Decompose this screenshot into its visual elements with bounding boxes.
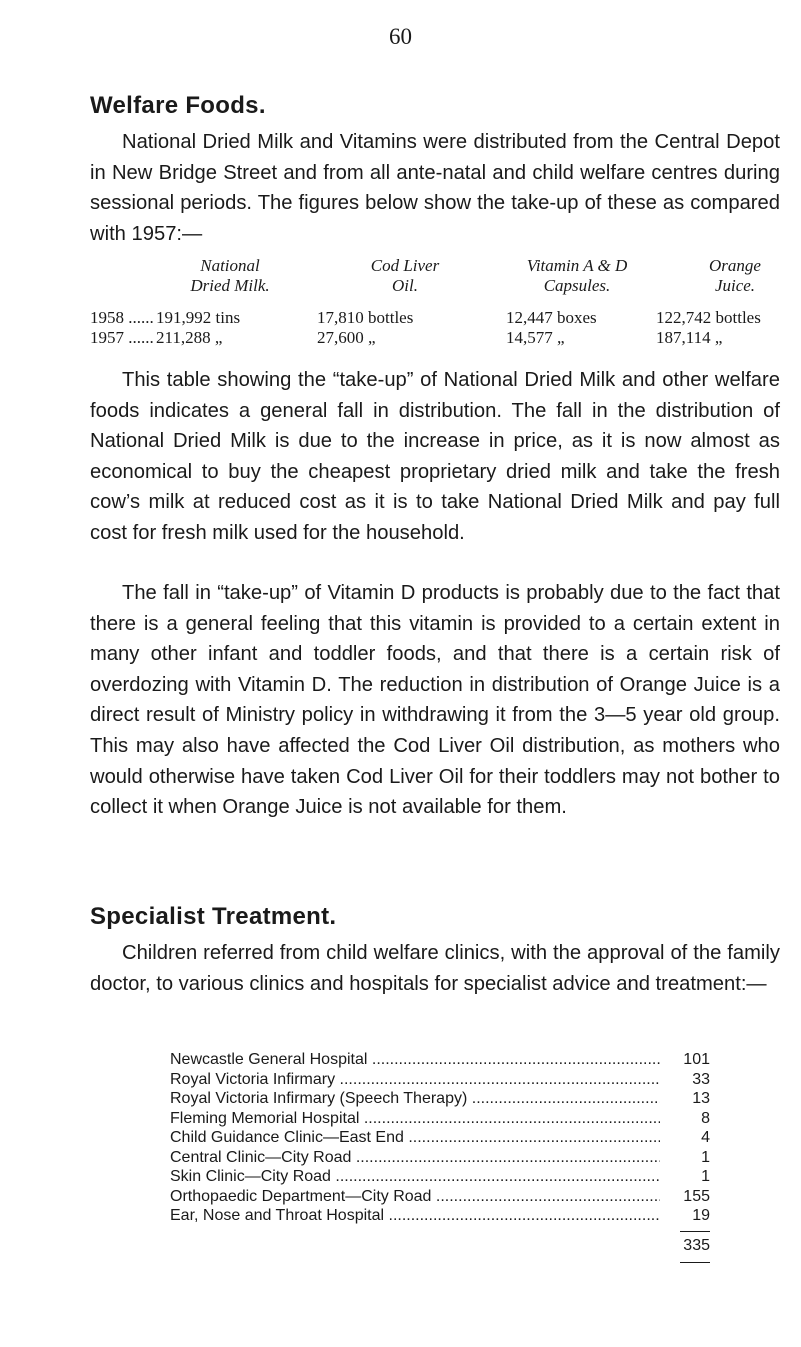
clinic-name: Newcastle General Hospital ..... [170, 1050, 660, 1070]
clinic-name: Royal Victoria Infirmary ..... [170, 1070, 660, 1090]
list-item [170, 1089, 710, 1109]
orange-juice-cell: 187,114 „ [656, 328, 723, 347]
header-line: Capsules. [543, 276, 611, 295]
milk-cell: 191,992 tins [156, 308, 241, 327]
referral-count: 1 [697, 1148, 710, 1168]
header-orange-juice [660, 256, 801, 296]
header-dried-milk [150, 256, 310, 296]
clinic-name: Child Guidance Clinic—East End ..... [170, 1128, 660, 1148]
header-cod-liver-oil [325, 256, 485, 296]
specialist-intro-paragraph: Children referred from child welfare clinics, with the approval of the family doctor, to various clinics and hospitals for specialist advice and treatment:— [90, 942, 780, 995]
clinic-name: Ear, Nose and Throat Hospital ..... [170, 1206, 660, 1226]
year-cell: 1957 ...... [90, 328, 154, 347]
referral-total: 335 [683, 1236, 710, 1254]
header-line: Cod Liver [370, 256, 440, 275]
vitamin-d-paragraph: The fall in “take-up” of Vitamin D products is probably due to the fact that there is a general feeling that this vitamin is provided to a certain extent in many other infant and toddler foods, and that there is a certain risk of overdozing with Vitamin D. The reduction in distribution of Orange Juice is a direct result of Ministry policy in withdrawing it from the 3—5 year old group. This may also have affected the Cod Liver Oil distribution, as mothers who would otherwise have taken Cod Liver Oil for their toddlers may not bother to collect it when Orange Juice is not available for them. [90, 582, 780, 819]
clinic-name: Royal Victoria Infirmary (Speech Therapy) ..... [170, 1089, 660, 1109]
total-rule [680, 1262, 710, 1263]
list-item [170, 1070, 710, 1090]
total-row [170, 1226, 710, 1264]
cod-liver-oil-cell: 27,600 „ [317, 328, 376, 347]
referral-count: 4 [697, 1128, 710, 1148]
clinic-name: Orthopaedic Department—City Road ..... [170, 1187, 660, 1207]
header-line: Vitamin A & D [526, 256, 628, 275]
list-item [170, 1187, 710, 1207]
header-line: Juice. [714, 276, 756, 295]
referral-count: 155 [679, 1187, 710, 1207]
header-line: Dried Milk. [190, 276, 270, 295]
list-item [170, 1050, 710, 1070]
list-item [170, 1167, 710, 1187]
year-cell: 1958 ...... [90, 308, 154, 327]
referral-count: 33 [688, 1070, 710, 1090]
welfare-intro-paragraph: National Dried Milk and Vitamins were distributed from the Central Depot in New Bridge Street and from all ante-natal and child welfare centres during sessional periods. The figures below show the take-up of these as compared with 1957:— [90, 131, 780, 245]
welfare-foods-heading: Welfare Foods. [90, 92, 266, 119]
specialist-treatment-heading: Specialist Treatment. [90, 903, 337, 930]
clinic-name: Fleming Memorial Hospital ..... [170, 1109, 660, 1129]
page-number: 60 [389, 24, 412, 49]
header-line: National [200, 256, 260, 275]
specialist-referral-list [170, 1050, 710, 1264]
clinic-name: Skin Clinic—City Road ..... [170, 1167, 660, 1187]
header-line: Oil. [392, 276, 418, 295]
header-line: Orange [709, 256, 761, 275]
referral-count: 19 [688, 1206, 710, 1226]
cod-liver-oil-cell: 17,810 bottles [317, 308, 414, 327]
take-up-paragraph: This table showing the “take-up” of National Dried Milk and other welfare foods indicates a general fall in distribution. The fall in the distribution of National Dried Milk is due to the increase in price, as it is now almost as economical to buy the cheapest proprietary dried milk and take the fresh cow’s milk at reduced cost as it is to take National Dried Milk and pay full cost for fresh milk used for the household. [90, 369, 780, 544]
list-item [170, 1206, 710, 1226]
list-item [170, 1109, 710, 1129]
vitamin-cell: 12,447 boxes [506, 308, 597, 327]
referral-count: 101 [679, 1050, 710, 1070]
referral-count: 1 [697, 1167, 710, 1187]
vitamin-cell: 14,577 „ [506, 328, 565, 347]
milk-cell: 211,288 „ [156, 328, 223, 347]
referral-count: 8 [697, 1109, 710, 1129]
list-item [170, 1148, 710, 1168]
orange-juice-cell: 122,742 bottles [656, 308, 761, 327]
clinic-name: Central Clinic—City Road ..... [170, 1148, 660, 1168]
list-item [170, 1128, 710, 1148]
header-vitamin-capsules [492, 256, 662, 296]
total-rule [680, 1231, 710, 1232]
referral-count: 13 [688, 1089, 710, 1109]
